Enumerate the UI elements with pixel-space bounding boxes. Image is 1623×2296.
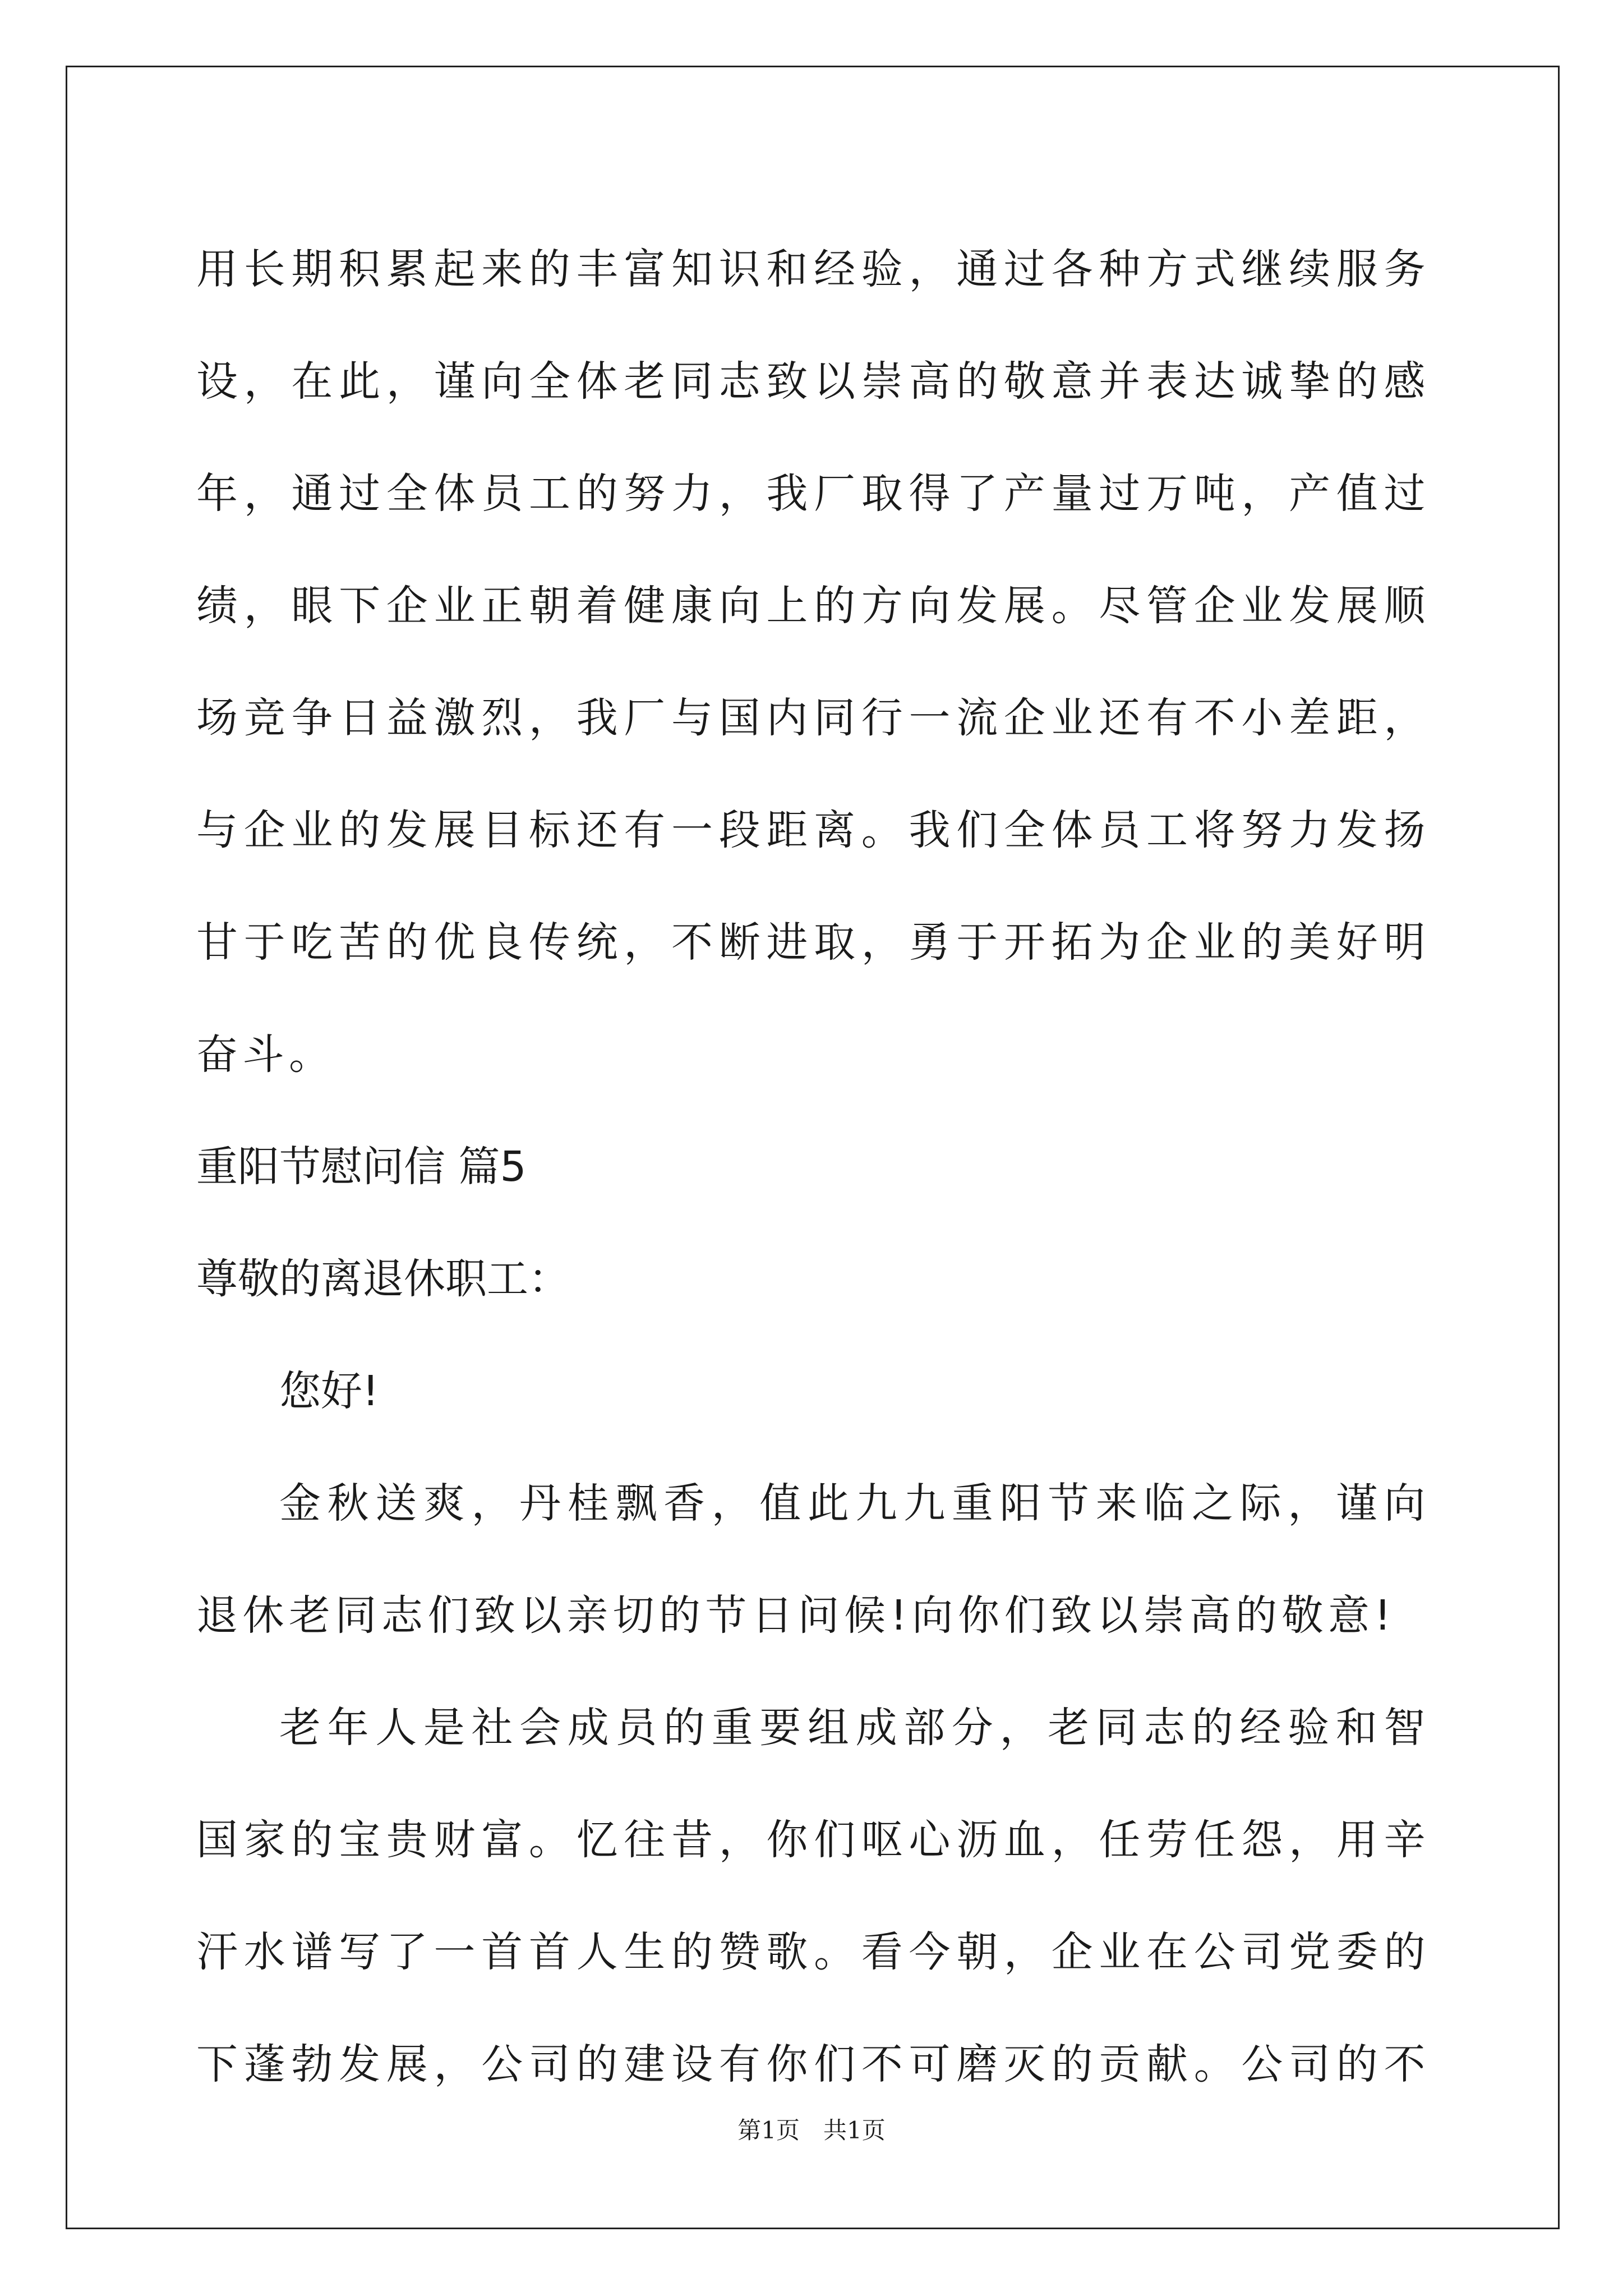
body-line: 用长期积累起来的丰富知识和经验，通过各种方式继续服务 (196, 245, 1430, 293)
paragraph-line: 汗水谱写了一首首人生的赞歌。看今朝，企业在公司党委的 (196, 1928, 1430, 1976)
paragraph-line: 国家的宝贵财富。忆往昔，你们呕心沥血，任劳任怨，用辛 (196, 1816, 1430, 1864)
body-line: 场竞争日益激烈，我厂与国内同行一流企业还有不小差距， (196, 694, 1430, 742)
paragraph-line: 下蓬勃发展，公司的建设有你们不可磨灭的贡献。公司的不 (196, 2040, 1430, 2088)
body-line: 年，通过全体员工的努力，我厂取得了产量过万吨，产值过 (196, 470, 1430, 518)
paragraph-line: 退休老同志们致以亲切的节日问候!向你们致以崇高的敬意! (196, 1591, 1396, 1640)
body-line: 设，在此，谨向全体老同志致以崇高的敬意并表达诚挚的感 (196, 357, 1430, 406)
body-line: 奋斗。 (196, 1030, 335, 1079)
greeting: 您好! (279, 1367, 379, 1415)
section-title: 重阳节慰问信 篇5 (196, 1143, 527, 1191)
salutation: 尊敬的离退休职工： (196, 1255, 570, 1303)
body-line: 甘于吃苦的优良传统，不断进取，勇于开拓为企业的美好明 (196, 918, 1430, 967)
paragraph-line: 金秋送爽，丹桂飘香，值此九九重阳节来临之际，谨向 (279, 1479, 1430, 1527)
page-total: 共1页 (823, 2116, 886, 2144)
body-line: 与企业的发展目标还有一段距离。我们全体员工将努力发扬 (196, 806, 1430, 854)
page-number: 第1页 (737, 2116, 800, 2144)
paragraph-line: 老年人是社会成员的重要组成部分，老同志的经验和智 (279, 1704, 1430, 1752)
document-body (196, 213, 1430, 2120)
page-footer (0, 2114, 1623, 2147)
body-line: 绩，眼下企业正朝着健康向上的方向发展。尽管企业发展顺 (196, 582, 1430, 630)
